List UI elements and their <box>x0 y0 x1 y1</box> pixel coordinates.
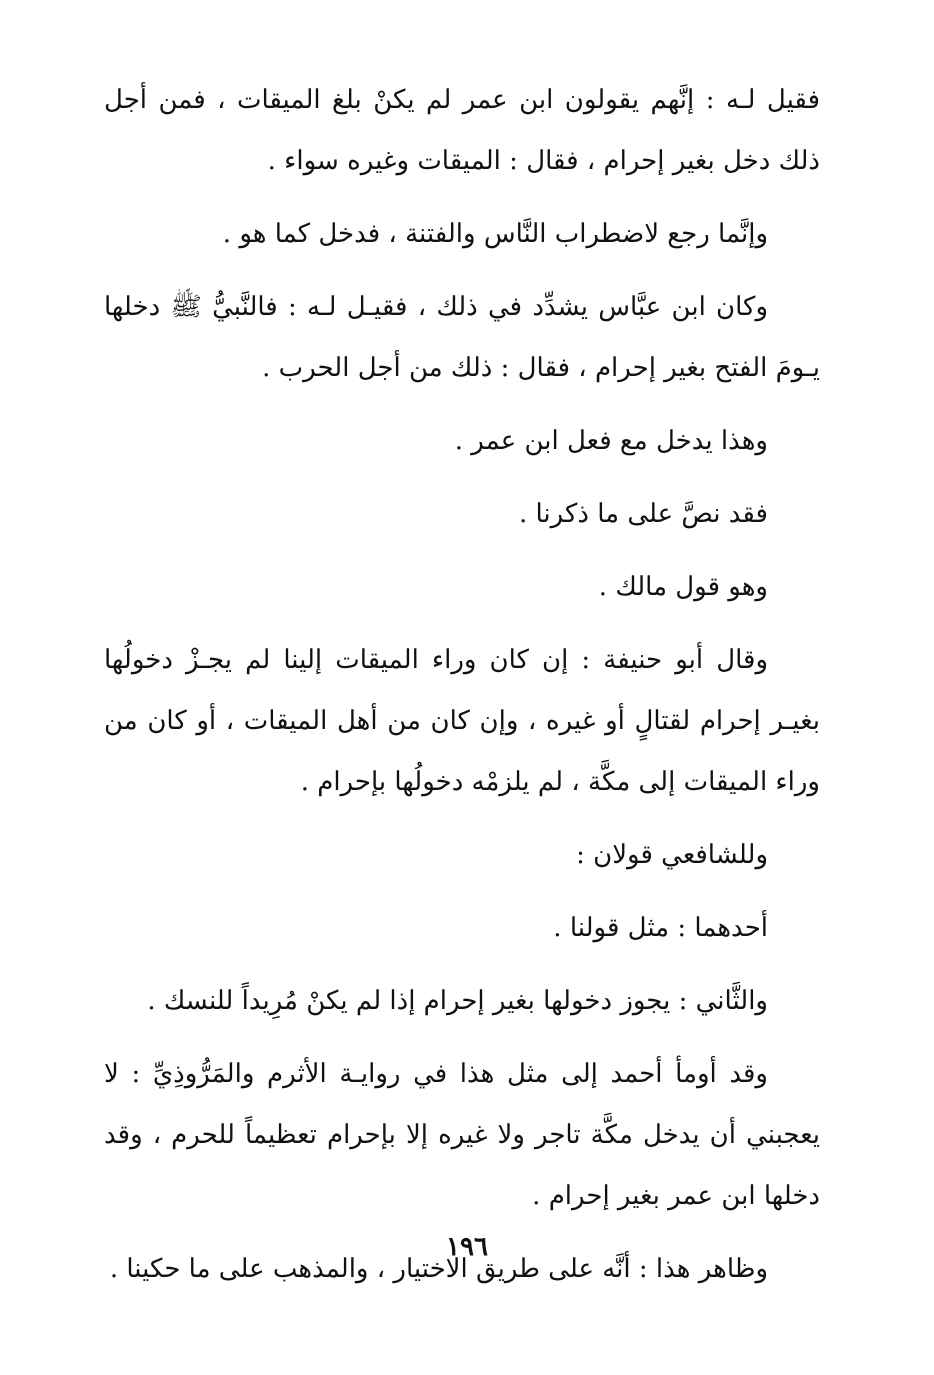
paragraph: فقيل لـه : إنَّهم يقولون ابن عمر لم يكنْ بلغ الميقات ، فمن أجل ذلك دخل بغير إحرام ، فقال : الميقات وغيره سواء . <box>104 85 820 176</box>
paragraph: وقال أبو حنيفة : إن كان وراء الميقات إلينا لم يجـزْ دخولُها بغيـر إحرام لقتالٍ أو غيره ، وإن كان من أهل الميقات ، أو كان من وراء الميقات إلى مكَّة ، لم يلزمْه دخولُها بإحرام . <box>104 645 820 797</box>
paragraph: وللشافعي قولان : <box>576 840 768 870</box>
body-text <box>104 70 820 1312</box>
paragraph: وإنَّما رجع لاضطراب النَّاس والفتنة ، فدخل كما هو . <box>222 219 768 249</box>
paragraph: وهذا يدخل مع فعل ابن عمر . <box>454 426 768 456</box>
paragraph: وقد أومأ أحمد إلى مثل هذا في روايـة الأثرم والمَرُّوذِيِّ : لا يعجبني أن يدخل مكَّة تاجر ولا غيره إلا بإحرام تعظيماً للحرم ، وقد دخلها ابن عمر بغير إحرام . <box>104 1059 820 1211</box>
paragraph: والثَّاني : يجوز دخولها بغير إحرام إذا لم يكنْ مُرِيداً للنسك . <box>147 986 768 1016</box>
paragraph: أحدهما : مثل قولنا . <box>553 913 768 943</box>
paragraph: وظاهر هذا : أنَّه على طريق الاختيار ، والمذهب على ما حكينا . <box>109 1254 768 1284</box>
paragraph: وهو قول مالك . <box>598 572 768 602</box>
paragraph: وكان ابن عبَّاس يشدِّد في ذلك ، فقيـل لـه : فالنَّبيُّ ﷺ دخلها يـومَ الفتح بغير إحرام ، فقال : ذلك من أجل الحرب . <box>104 292 820 383</box>
page-number: ١٩٦ <box>446 1232 488 1262</box>
paragraph: فقد نصَّ على ما ذكرنا . <box>518 499 768 529</box>
